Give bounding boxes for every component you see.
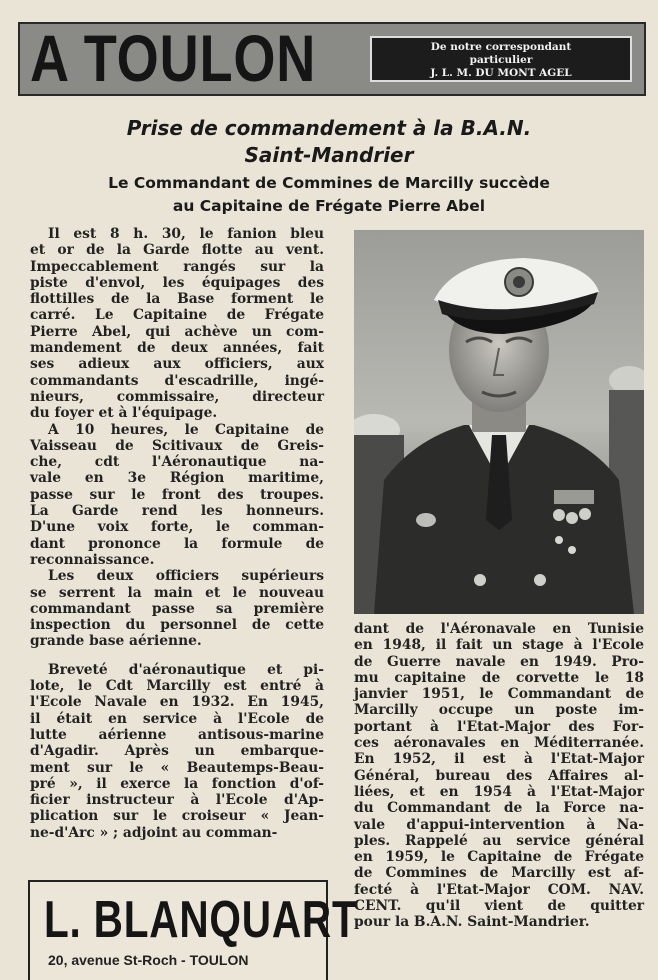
article-line: Marcilly occupe un poste im- xyxy=(354,702,644,719)
article-right-column xyxy=(354,621,644,931)
correspondent-line-2: particulier xyxy=(469,54,533,66)
article-line: en 1959, le Capitaine de Frégate xyxy=(354,849,644,866)
article-line: du foyer et à l'équipage. xyxy=(30,405,218,422)
section-banner xyxy=(18,22,646,96)
article-line: mandement de deux années, fait xyxy=(30,340,324,357)
advertisement-box xyxy=(28,880,358,980)
article-line: pour la B.A.N. Saint-Mandrier. xyxy=(354,914,590,931)
correspondent-line-1: De notre correspondant xyxy=(430,41,572,53)
article-line: vale d'appui-intervention à Na- xyxy=(354,816,644,833)
article-line: pré », il exerce la fonction d'of- xyxy=(30,775,324,792)
subhead-line-1: Le Commandant de Commines de Marcilly succède xyxy=(108,174,550,192)
article-line: l'Ecole Navale en 1932. En 1945, xyxy=(30,694,324,711)
article-line: Général, bureau des Affaires al- xyxy=(354,767,644,784)
article-line: Vaisseau de Scitivaux de Greis- xyxy=(30,437,324,454)
article-line: en 1948, il fait un stage à l'Ecole xyxy=(354,637,644,654)
subhead-line-2: au Capitaine de Frégate Pierre Abel xyxy=(172,197,486,215)
correspondent-box xyxy=(370,36,632,82)
article-line: La Garde rend les honneurs. xyxy=(30,503,324,520)
article-line: commandants d'escadrille, ingé- xyxy=(30,372,324,389)
article-line: lutte aérienne antisous-marine xyxy=(30,726,324,743)
article-line: vale en 3e Région maritime, xyxy=(30,470,324,487)
article-line: piste d'envol, les équipages des xyxy=(30,274,324,291)
article-line: grande base aérienne. xyxy=(30,633,202,650)
article-line: plication sur le croiseur « Jean- xyxy=(30,808,324,825)
article-line: En 1952, il est à l'Etat-Major xyxy=(354,751,644,768)
article-line: dant prononce la formule de xyxy=(30,535,324,552)
article-line: de Guerre navale en 1949. Pro- xyxy=(354,653,644,670)
article-line: il était en service à l'Ecole de xyxy=(30,710,324,727)
headline-line-1: Prise de commandement à la B.A.N. xyxy=(126,116,532,140)
article-line: Il est 8 h. 30, le fanion bleu xyxy=(48,226,324,242)
article-line: nieurs, commissaire, directeur xyxy=(30,388,324,405)
article-line: Pierre Abel, qui achève un com- xyxy=(30,323,324,340)
headline-line-2: Saint-Mandrier xyxy=(244,143,414,167)
advertisement-address: 20, avenue St-Roch - TOULON xyxy=(48,952,249,968)
article-line: ne-d'Arc » ; adjoint au comman- xyxy=(30,824,278,841)
officer-photo xyxy=(354,230,644,614)
article-line: reconnaissance. xyxy=(30,551,155,568)
article-line: ses adieux aux officiers, aux xyxy=(30,356,324,373)
correspondent-line-3: J. L. M. DU MONT AGEL xyxy=(430,67,572,79)
article-line: Breveté d'aéronautique et pi- xyxy=(48,661,324,678)
article-line: inspection du personnel de cette xyxy=(30,617,324,634)
advertisement-name: L. BLANQUART xyxy=(44,891,358,949)
article-line: de Commines de Marcilly est af- xyxy=(354,865,644,882)
article-line: ples. Rappelé au service général xyxy=(354,832,644,849)
article-line: dant de l'Aéronavale en Tunisie xyxy=(354,621,644,637)
article-line: et or de la Garde flotte au vent. xyxy=(30,242,324,259)
article-left-column xyxy=(30,226,324,841)
article-line: carré. Le Capitaine de Frégate xyxy=(30,307,324,324)
article-line: du Commandant de la Force na- xyxy=(354,800,644,817)
article-line: ces aéronavales en Méditerranée. xyxy=(354,735,644,752)
article-line: janvier 1951, le Commandant de xyxy=(354,686,644,703)
section-title: A TOULON xyxy=(30,21,317,95)
article-line: d'Agadir. Après un embarque- xyxy=(30,743,324,760)
article-line: liées, et en 1954 à l'Etat-Major xyxy=(354,783,644,800)
article-line: D'une voix forte, le comman- xyxy=(30,519,324,536)
article-line: commandant passe sa première xyxy=(30,600,324,617)
article-line: fecté à l'Etat-Major COM. NAV. xyxy=(354,881,644,898)
article-line: Les deux officiers supérieurs xyxy=(48,568,324,585)
article-line: CENT. qu'il vient de quitter xyxy=(354,898,644,915)
article-line: lote, le Cdt Marcilly est entré à xyxy=(30,678,324,695)
article-line: che, cdt l'Aéronautique na- xyxy=(30,454,324,471)
article-line: A 10 heures, le Capitaine de xyxy=(48,421,324,438)
article-line: ficier instructeur à l'Ecole d'Ap- xyxy=(30,792,324,809)
article-line: passe sur le front des troupes. xyxy=(30,486,324,503)
article-line: flottilles de la Base forment le xyxy=(30,291,324,308)
article-line: se serrent la main et le nouveau xyxy=(30,584,324,601)
article-line: mu capitaine de corvette le 18 xyxy=(354,669,644,686)
portrait-naval-officer-icon xyxy=(354,230,644,614)
article-line: Impeccablement rangés sur la xyxy=(30,258,324,275)
article-line: portant à l'Etat-Major des For- xyxy=(354,718,644,735)
article-line: ment sur le « Beautemps-Beau- xyxy=(30,759,324,776)
